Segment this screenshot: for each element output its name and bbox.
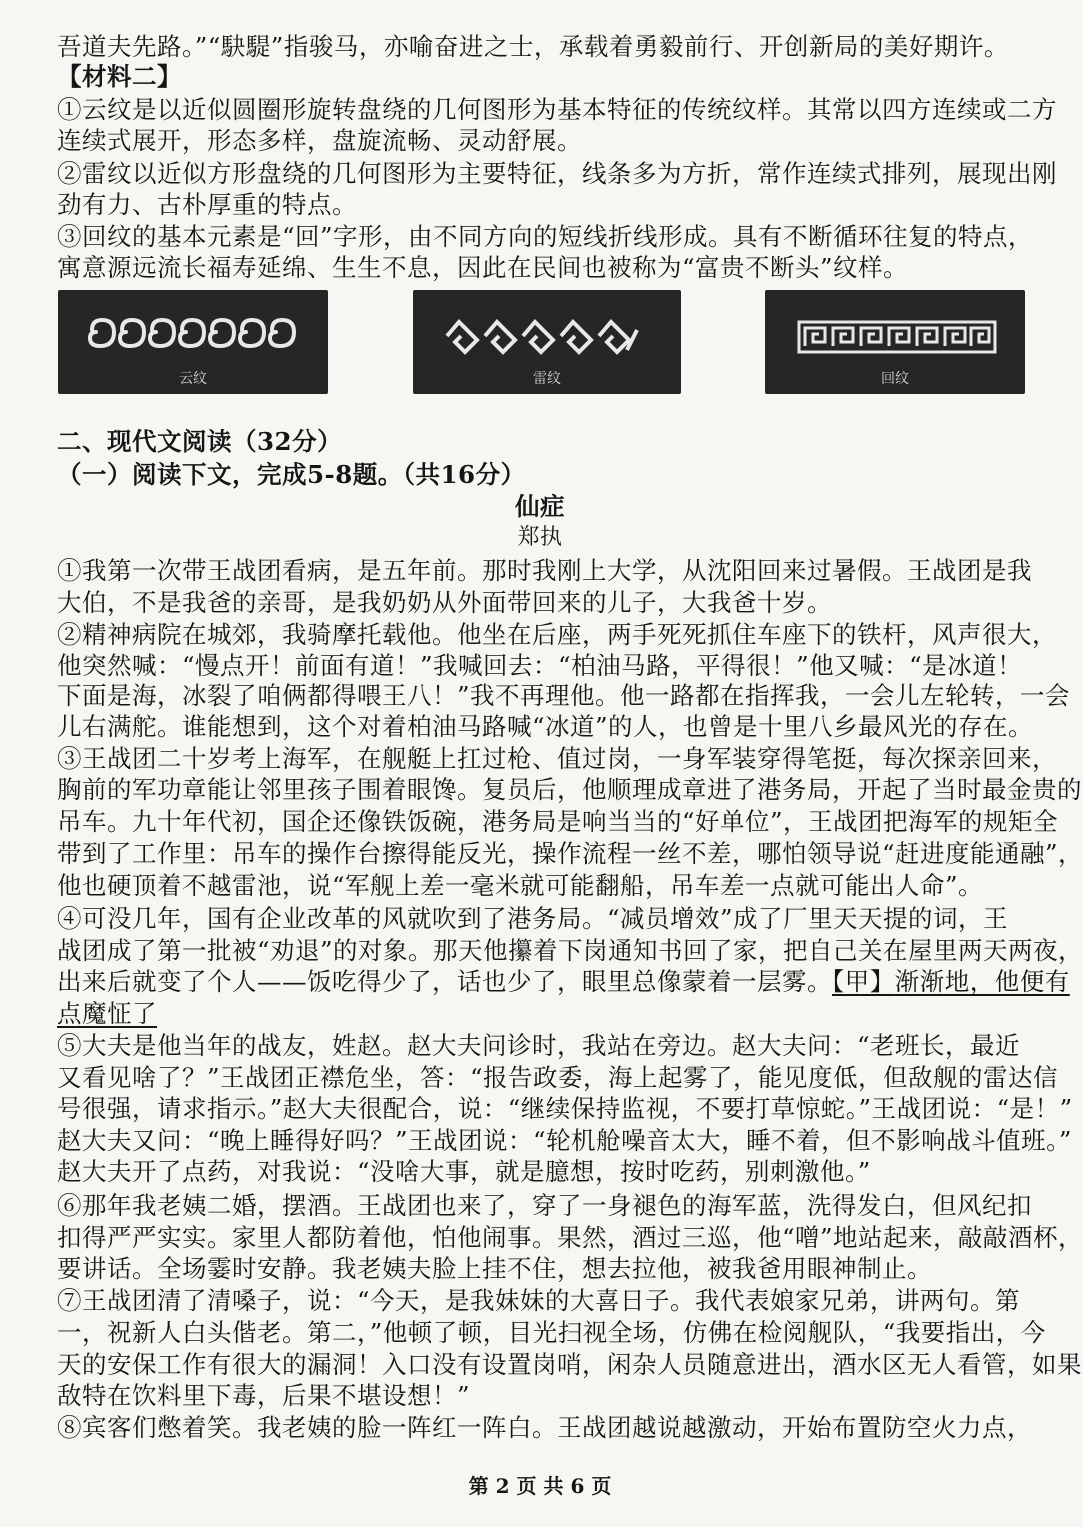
body-line: 一，祝新人白头偕老。第二，”他顿了顿，目光扫视全场，仿佛在检阅舰队，“我要指出，今 [57, 1318, 1046, 1347]
hui-pattern-image [765, 290, 1025, 394]
body-line: ③王战团二十岁考上海军，在舰艇上扛过枪、值过岗，一身军装穿得笔挺，每次探亲回来， [57, 744, 1057, 773]
body-line: ⑦王战团清了清嗓子，说：“今天，是我妹妹的大喜日子。我代表娘家兄弟，讲两句。第 [57, 1286, 1021, 1315]
material2-line: 劲有力、古朴厚重的特点。 [57, 190, 357, 219]
body-line: 天的安保工作有很大的漏洞！入口没有设置岗哨，闲杂人员随意进出，酒水区无人看管，如果 [57, 1350, 1082, 1379]
material2-line: 寓意源远流长福寿延绵、生生不息，因此在民间也被称为“富贵不断头”纹样。 [57, 253, 909, 282]
jia-text-continued: 点魔怔了 [57, 999, 157, 1028]
thunder-pattern-caption: 雷纹 [533, 371, 561, 387]
body-line: 大伯，不是我爸的亲哥，是我奶奶从外面带回来的儿子，大我爸十岁。 [57, 588, 832, 617]
page-footer: 第 2 页 共 6 页 [468, 1474, 612, 1498]
body-line: 号很强，请求指示。”赵大夫很配合，说：“继续保持监视，不要打草惊蛇。”王战团说：“是！” [57, 1094, 1073, 1123]
body-line: 又看见啥了？”王战团正襟危坐，答：“报告政委，海上起雾了，能见度低，但敌舰的雷达信 [57, 1063, 1059, 1092]
body-line: ④可没几年，国有企业改革的风就吹到了港务局。“减员增效”成了厂里天天提的词，王 [57, 904, 1009, 933]
body-line: ⑤大夫是他当年的战友，姓赵。赵大夫问诊时，我站在旁边。赵大夫问：“老班长，最近 [57, 1031, 1021, 1060]
body-line: 出来后就变了个人——饭吃得少了，话也少了，眼里总像蒙着一层雾。 [57, 967, 832, 996]
body-line: 吊车。九十年代初，国企还像铁饭碗，港务局是响当当的“好单位”，王战团把海军的规矩全 [57, 807, 1059, 836]
material2-line: ③回纹的基本元素是“回”字形，由不同方向的短线折线形成。具有不断循环往复的特点， [57, 222, 1034, 251]
body-line: 下面是海，冰裂了咱俩都得喂王八！”我不再理他。他一路都在指挥我，一会儿左轮转，一会 [57, 681, 1071, 710]
jia-text: 渐渐地，他便有 [894, 967, 1070, 996]
body-line: 儿右满舵。谁能想到，这个对着柏油马路喊“冰道”的人，也曾是十里八乡最风光的存在。 [57, 712, 1034, 741]
article-author: 郑执 [517, 525, 563, 550]
cloud-pattern-image [58, 290, 328, 394]
body-line: ⑧宾客们憋着笑。我老姨的脸一阵红一阵白。王战团越说越激动，开始布置防空火力点， [57, 1413, 1032, 1442]
material2-line: ②雷纹以近似方形盘绕的几何图形为主要特征，线条多为方折，常作连续式排列，展现出刚 [57, 159, 1057, 188]
body-line: 胸前的军功章能让邻里孩子围着眼馋。复员后，他顺理成章进了港务局，开起了当时最金贵的 [57, 775, 1082, 804]
body-line: 扣得严严实实。家里人都防着他，怕他闹事。果然，酒过三巡，他“噌”地站起来，敲敲酒杯， [57, 1223, 1083, 1252]
body-line: 带到了工作里：吊车的操作台擦得能反光，操作流程一丝不差，哪怕领导说“赶进度能通融”， [57, 839, 1083, 868]
article-title: 仙症 [515, 492, 565, 521]
jia-tag: 【甲】 [832, 967, 895, 996]
cloud-pattern-caption: 云纹 [179, 371, 207, 387]
body-line: 要讲话。全场霎时安静。我老姨夫脸上挂不住，想去拉他，被我爸用眼神制止。 [57, 1254, 932, 1283]
body-line: 赵大夫开了点药，对我说：“没啥大事，就是臆想，按时吃药，别刺激他。” [57, 1157, 871, 1186]
body-line-jia [57, 967, 1070, 997]
body-line: 敌特在饮料里下毒，后果不堪设想！” [57, 1381, 471, 1410]
body-line: 战团成了第一批被“劝退”的对象。那天他攥着下岗通知书回了家，把自己关在屋里两天两夜， [57, 936, 1083, 965]
body-line: 他也硬顶着不越雷池，说“军舰上差一毫米就可能翻船，吊车差一点就可能出人命”。 [57, 871, 984, 900]
body-line: ⑥那年我老姨二婚，摆酒。王战团也来了，穿了一身褪色的海军蓝，洗得发白，但风纪扣 [57, 1191, 1032, 1220]
body-line: 他突然喊：“慢点开！前面有道！”我喊回去：“柏油马路，平得很！”他又喊：“是冰道！ [57, 651, 1023, 680]
body-line: ①我第一次带王战团看病，是五年前。那时我刚上大学，从沈阳回来过暑假。王战团是我 [57, 556, 1032, 585]
material2-line: 连续式展开，形态多样，盘旋流畅、灵动舒展。 [57, 126, 582, 155]
section-heading: 二、现代文阅读（32分） [57, 427, 343, 456]
hui-pattern-caption: 回纹 [881, 371, 909, 387]
section-sub-heading: （一）阅读下文，完成5-8题。（共16分） [57, 460, 526, 489]
material2-heading: 【材料二】 [57, 62, 182, 91]
body-line: 赵大夫又问：“晚上睡得好吗？”王战团说：“轮机舱噪音太大，睡不着，但不影响战斗值班。” [57, 1126, 1072, 1155]
material2-line: ①云纹是以近似圆圈形旋转盘绕的几何图形为基本特征的传统纹样。其常以四方连续或二方 [57, 95, 1057, 124]
thunder-pattern-image [413, 290, 681, 394]
top-text: 吾道夫先路。”“駃騠”指骏马，亦喻奋进之士，承载着勇毅前行、开创新局的美好期许。 [57, 32, 1009, 61]
body-line: ②精神病院在城郊，我骑摩托载他。他坐在后座，两手死死抓住车座下的铁杆，风声很大， [57, 620, 1057, 649]
